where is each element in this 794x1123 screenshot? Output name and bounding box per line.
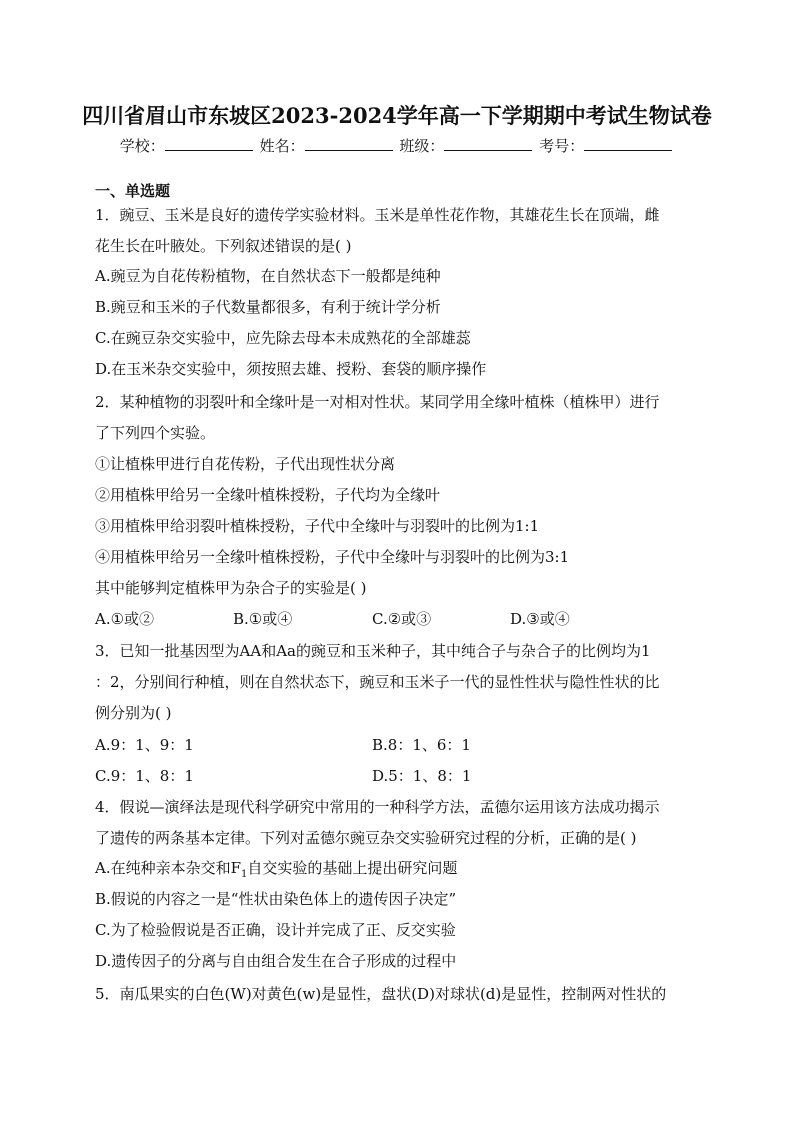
q2-option-b: B.①或④: [233, 610, 293, 628]
q4-option-a-pre: A.在纯种亲本杂交和F: [95, 859, 242, 877]
name-label: 姓名：: [259, 137, 305, 155]
q3-option-a: A.9：1、9：1: [95, 736, 194, 754]
q1-option-c: C.在豌豆杂交实验中，应先除去母本未成熟花的全部雄蕊: [95, 329, 471, 347]
q4-stem-line-1: 4．假说—演绎法是现代科学研究中常用的一种科学方法，孟德尔运用该方法成功揭示: [95, 798, 660, 816]
q3-stem-line-2: ：2，分别间行种植，则在自然状态下，豌豆和玉米子一代的显性性状与隐性性状的比: [95, 673, 660, 691]
q1-option-a: A.豌豆为自花传粉植物，在自然状态下一般都是纯种: [95, 267, 441, 285]
q2-option-d: D.③或④: [510, 610, 570, 628]
number-label: 考号：: [539, 137, 585, 155]
q4-stem-line-2: 了遗传的两条基本定律。下列对孟德尔豌豆杂交实验研究过程的分析，正确的是( ): [95, 829, 637, 847]
q2-option-a: A.①或②: [95, 610, 155, 628]
q1-stem-line-1: 1．豌豆、玉米是良好的遗传学实验材料。玉米是单性花作物，其雄花生长在顶端，雌: [95, 206, 660, 224]
q2-experiment-2: ②用植株甲给另一全缘叶植株授粉，子代均为全缘叶: [95, 486, 441, 504]
q4-option-a-sub: 1: [241, 869, 248, 880]
section-heading: 一、单选题: [95, 182, 171, 200]
q2-stem-line-1: 2．某种植物的羽裂叶和全缘叶是一对相对性状。某同学用全缘叶植株（植株甲）进行: [95, 393, 660, 411]
q3-option-d: D.5：1、8：1: [372, 767, 472, 785]
name-blank[interactable]: [305, 136, 393, 151]
q2-question: 其中能够判定植株甲为杂合子的实验是( ): [95, 579, 367, 597]
q3-option-b: B.8：1、6：1: [372, 736, 471, 754]
q2-option-c: C.②或③: [372, 610, 432, 628]
school-label: 学校：: [119, 137, 165, 155]
q1-stem-line-2: 花生长在叶腋处。下列叙述错误的是( ): [95, 237, 352, 255]
q4-option-a: [95, 858, 457, 885]
q2-stem-line-2: 了下列四个实验。: [95, 424, 216, 442]
q4-option-d: D.遗传因子的分离与自由组合发生在合子形成的过程中: [95, 952, 457, 970]
q2-experiment-4: ④用植株甲给另一全缘叶植株授粉，子代中全缘叶与羽裂叶的比例为3:1: [95, 548, 570, 566]
class-label: 班级：: [399, 137, 445, 155]
q2-experiment-1: ①让植株甲进行自花传粉，子代出现性状分离: [95, 455, 396, 473]
class-blank[interactable]: [444, 136, 532, 151]
q3-stem-line-3: 例分别为( ): [95, 704, 172, 722]
q4-option-b: B.假说的内容之一是“性状由染色体上的遗传因子决定”: [95, 890, 457, 908]
q2-experiment-3: ③用植株甲给羽裂叶植株授粉，子代中全缘叶与羽裂叶的比例为1:1: [95, 517, 540, 535]
q1-option-d: D.在玉米杂交实验中，须按照去雄、授粉、套袋的顺序操作: [95, 360, 487, 378]
q4-option-c: C.为了检验假说是否正确，设计并完成了正、反交实验: [95, 921, 456, 939]
q3-option-c: C.9：1、8：1: [95, 767, 194, 785]
student-info-row: [0, 135, 794, 156]
exam-title: 四川省眉山市东坡区2023-2024学年高一下学期期中考试生物试卷: [82, 103, 712, 128]
q1-option-b: B.豌豆和玉米的子代数量都很多，有利于统计学分析: [95, 298, 441, 316]
q3-stem-line-1: 3．已知一批基因型为AA和Aa的豌豆和玉米种子，其中纯合子与杂合子的比例均为1: [95, 642, 651, 660]
number-blank[interactable]: [584, 136, 672, 151]
q5-stem-line-1: 5．南瓜果实的白色(W)对黄色(w)是显性，盘状(D)对球状(d)是显性，控制两对性状的: [95, 985, 667, 1003]
school-blank[interactable]: [165, 136, 253, 151]
q4-option-a-post: 自交实验的基础上提出研究问题: [247, 859, 458, 877]
